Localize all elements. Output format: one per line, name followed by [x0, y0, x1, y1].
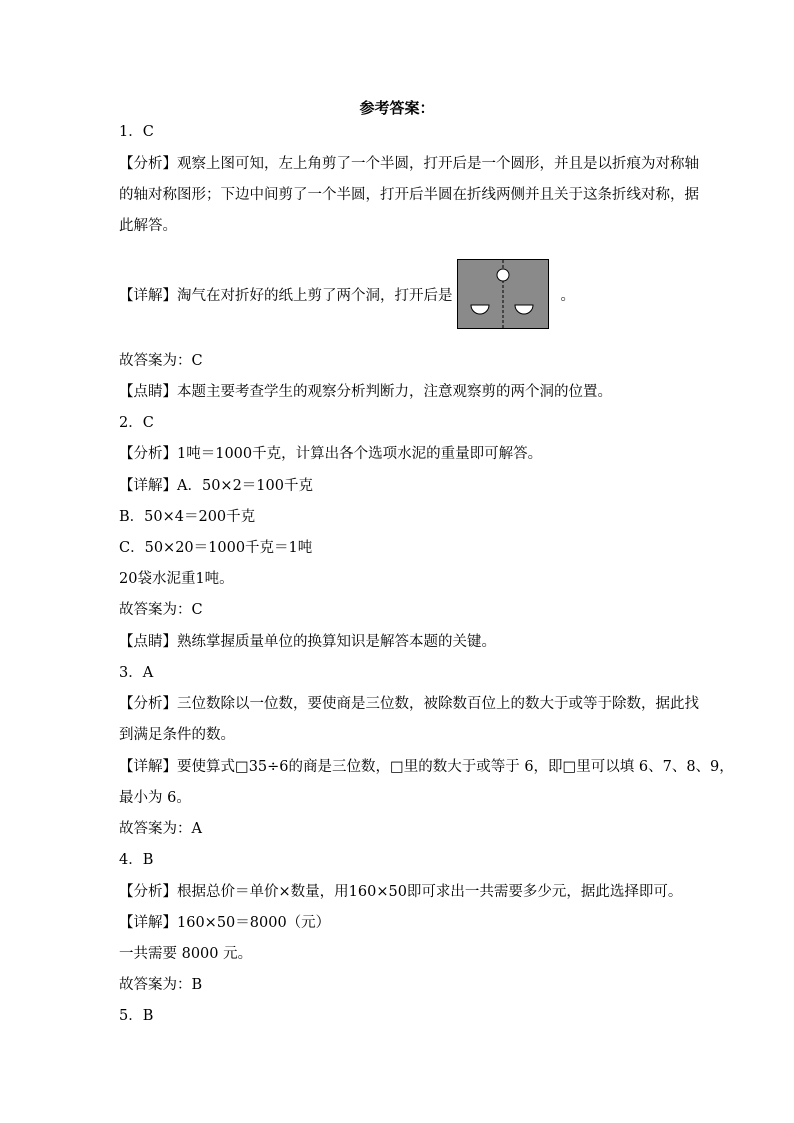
q4-detail-line-1: 【详解】160×50＝8000（元）	[119, 915, 331, 931]
q3-analysis-line-1: 【分析】三位数除以一位数，要使商是三位数，被除数百位上的数大于或等于除数，据此找	[119, 696, 699, 712]
q1-comment: 【点睛】本题主要考查学生的观察分析判断力，注意观察剪的两个洞的位置。	[119, 384, 612, 400]
q2-comment: 【点睛】熟练掌握质量单位的换算知识是解答本题的关键。	[119, 634, 496, 650]
q1-number: 1．C	[119, 124, 154, 140]
q2-detail-line-1: 【详解】A．50×2＝100千克	[119, 478, 313, 494]
q1-detail-line	[119, 259, 575, 329]
q1-detail-text: 【详解】淘气在对折好的纸上剪了两个洞，打开后是	[119, 287, 453, 304]
q3-detail-line-1: 【详解】要使算式□35÷6的商是三位数，□里的数大于或等于 6，即□里可以填 6、7、8、9，	[119, 759, 734, 775]
q2-detail-line-4: 20袋水泥重1吨。	[119, 571, 234, 587]
q1-answer: 故答案为：C	[119, 353, 203, 369]
q1-detail-suffix: 。	[560, 287, 575, 304]
q3-answer: 故答案为：A	[119, 821, 202, 837]
q3-analysis-line-2: 到满足条件的数。	[119, 727, 235, 743]
q4-detail-line-2: 一共需要 8000 元。	[119, 946, 253, 962]
q1-analysis-line-3: 此解答。	[119, 218, 177, 234]
q3-detail-line-2: 最小为 6。	[119, 790, 191, 806]
q4-answer: 故答案为：B	[119, 977, 203, 993]
q2-analysis: 【分析】1吨＝1000千克，计算出各个选项水泥的重量即可解答。	[119, 446, 543, 462]
q1-analysis-line-2: 的轴对称图形；下边中间剪了一个半圆，打开后半圆在折线两侧并且关于这条折线对称，据	[119, 187, 699, 203]
q2-answer: 故答案为：C	[119, 602, 203, 618]
q2-number: 2．C	[119, 415, 154, 431]
q4-number: 4．B	[119, 852, 154, 868]
unfolded-paper-figure	[457, 259, 549, 329]
page-title: 参考答案：	[359, 99, 435, 117]
q3-number: 3．A	[119, 665, 154, 681]
q2-detail-line-2: B．50×4＝200千克	[119, 509, 256, 525]
q2-detail-line-3: C．50×20＝1000千克＝1吨	[119, 540, 313, 556]
q5-number: 5．B	[119, 1008, 154, 1024]
q4-analysis: 【分析】根据总价＝单价×数量，用160×50即可求出一共需要多少元，据此选择即可。	[119, 884, 683, 900]
q1-analysis-line-1: 【分析】观察上图可知，左上角剪了一个半圆，打开后是一个圆形，并且是以折痕为对称轴	[119, 156, 699, 172]
circle-hole	[497, 269, 509, 281]
